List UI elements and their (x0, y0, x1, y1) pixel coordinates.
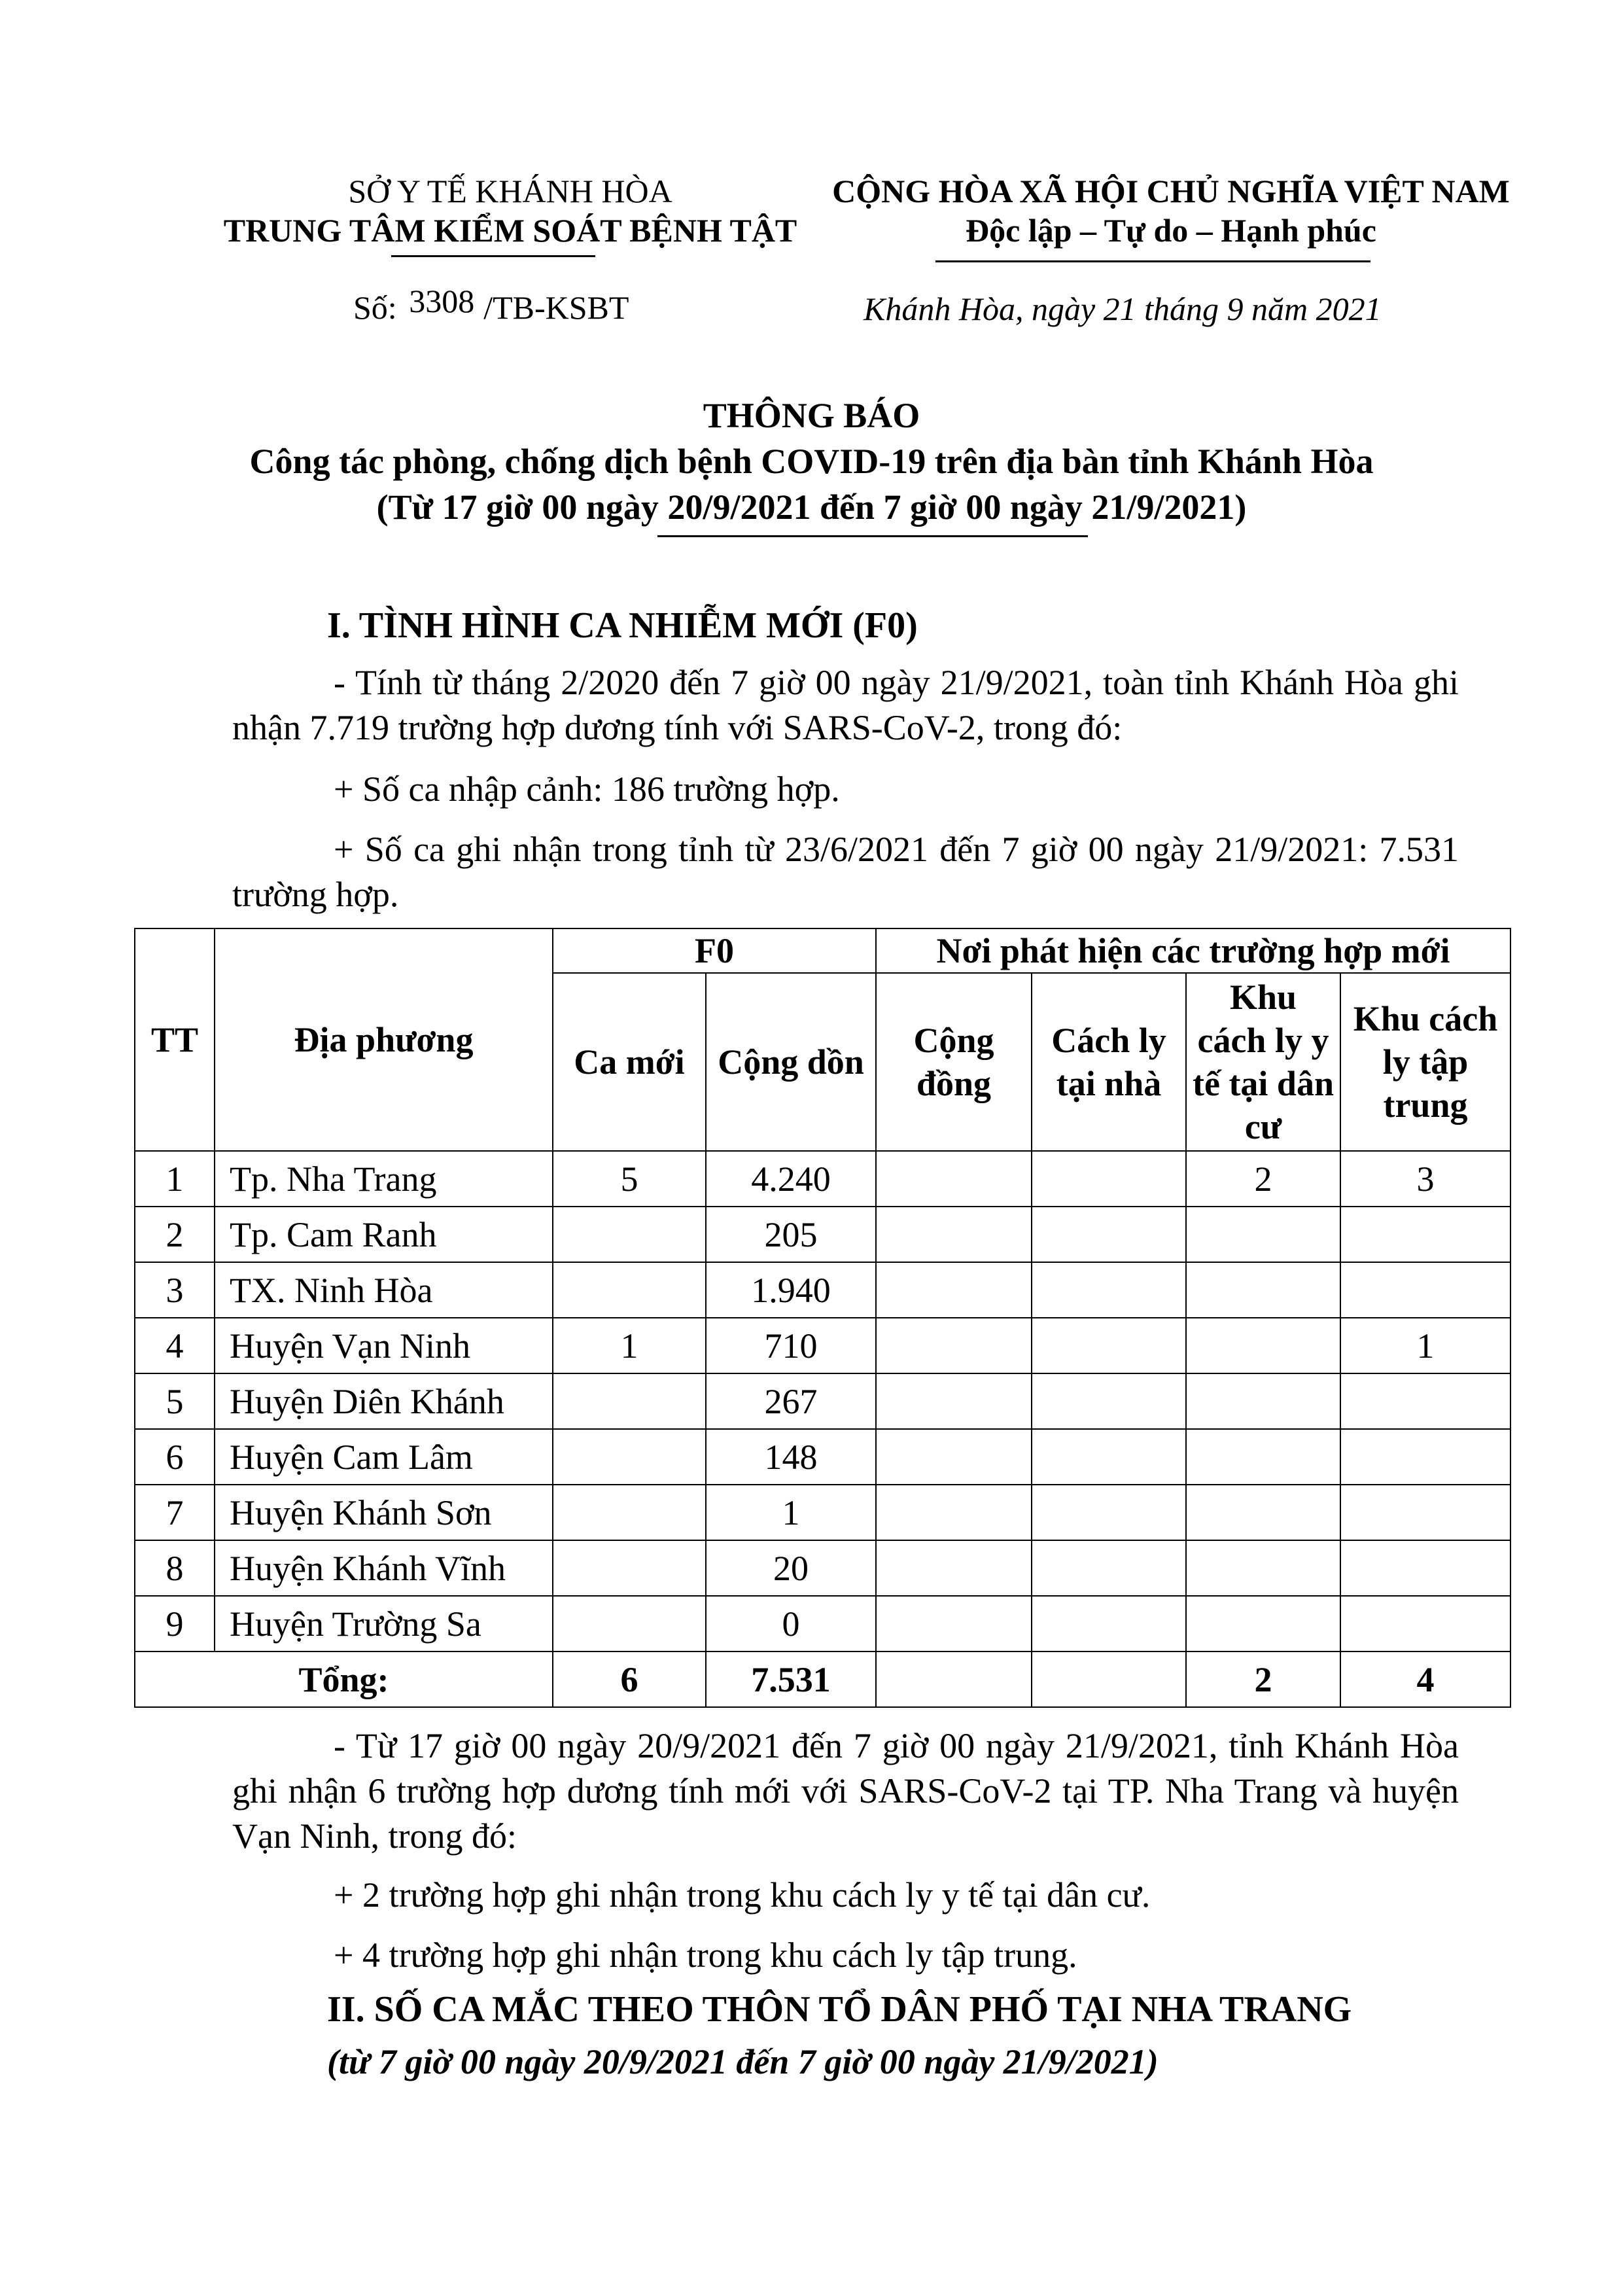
cell-new-cases (553, 1540, 706, 1596)
summary-paragraph: - Từ 17 giờ 00 ngày 20/9/2021 đến 7 giờ 00 ngày 21/9/2021, tỉnh Khánh Hòa ghi nhận 6 trường hợp dương tính mới với SARS-CoV-2 tại TP. Nha Trang và huyện Vạn Ninh, trong đó: (232, 1726, 1459, 1856)
section-1-paragraph-1: - Tính từ tháng 2/2020 đến 7 giờ 00 ngày 21/9/2021, toàn tỉnh Khánh Hòa ghi nhận 7.719 trường hợp dương tính với SARS-CoV-2, trong đó: (232, 663, 1459, 747)
cell-cumulative: 4.240 (706, 1151, 876, 1207)
col-header-locality: Địa phương (215, 928, 553, 1151)
cell-cumulative: 710 (706, 1318, 876, 1373)
cell-tt: 2 (135, 1207, 215, 1262)
cell-home-isolation (1032, 1373, 1186, 1429)
section-2-subheading: (từ 7 giờ 00 ngày 20/9/2021 đến 7 giờ 00 ngày 21/9/2021) (327, 2042, 1159, 2081)
cell-tt: 4 (135, 1318, 215, 1373)
col-header-tt: TT (135, 928, 215, 1151)
cases-table (134, 928, 1511, 1708)
cell-locality: TX. Ninh Hòa (215, 1262, 553, 1318)
cell-home-isolation (1032, 1318, 1186, 1373)
cell-central-isolation (1340, 1485, 1510, 1540)
section-2-heading: II. SỐ CA MẮC THEO THÔN TỔ DÂN PHỐ TẠI NHA TRANG (327, 1989, 1352, 2030)
cell-tt: 1 (135, 1151, 215, 1207)
cell-new-cases (553, 1596, 706, 1651)
motto: Độc lập – Tự do – Hạnh phúc (966, 212, 1376, 249)
notice-subtitle: Công tác phòng, chống dịch bệnh COVID-19 trên địa bàn tỉnh Khánh Hòa (249, 442, 1374, 481)
cell-cumulative: 20 (706, 1540, 876, 1596)
section-1-paragraph-2: + Số ca nhập cảnh: 186 trường hợp. (334, 769, 840, 809)
cell-home-isolation (1032, 1151, 1186, 1207)
cell-locality: Huyện Trường Sa (215, 1596, 553, 1651)
org-name: TRUNG TÂM KIỂM SOÁT BỆNH TẬT (223, 212, 797, 249)
section-1-heading: I. TÌNH HÌNH CA NHIỄM MỚI (F0) (327, 605, 918, 646)
cell-tt: 6 (135, 1429, 215, 1485)
cell-new-cases (553, 1429, 706, 1485)
table-header-row-1 (135, 928, 1510, 973)
cell-tt: 5 (135, 1373, 215, 1429)
cell-central-isolation (1340, 1262, 1510, 1318)
cell-locality: Huyện Khánh Vĩnh (215, 1540, 553, 1596)
table-row (135, 1207, 1510, 1262)
doc-number-value: 3308 (409, 283, 475, 319)
col-header-residential-isolation: Khu cách ly y tế tại dân cư (1186, 973, 1340, 1151)
cell-residential-isolation (1186, 1262, 1340, 1318)
table-row (135, 1262, 1510, 1318)
cell-community (876, 1318, 1032, 1373)
cell-new-cases (553, 1262, 706, 1318)
col-header-home-isolation: Cách ly tại nhà (1032, 973, 1186, 1151)
cell-tt: 9 (135, 1596, 215, 1651)
cell-locality: Huyện Vạn Ninh (215, 1318, 553, 1373)
cell-home-isolation (1032, 1429, 1186, 1485)
cell-home-isolation (1032, 1485, 1186, 1540)
place-date: Khánh Hòa, ngày 21 tháng 9 năm 2021 (864, 291, 1382, 327)
col-header-f0: F0 (553, 928, 876, 973)
table-total-row (135, 1651, 1510, 1707)
cell-residential-isolation (1186, 1318, 1340, 1373)
cell-residential-isolation (1186, 1540, 1340, 1596)
cell-new-cases: 1 (553, 1318, 706, 1373)
cell-new-cases (553, 1373, 706, 1429)
col-header-cumulative: Cộng dồn (706, 973, 876, 1151)
cell-home-isolation (1032, 1207, 1186, 1262)
cell-residential-isolation (1186, 1485, 1340, 1540)
col-header-where-found: Nơi phát hiện các trường hợp mới (876, 928, 1510, 973)
country-name: CỘNG HÒA XÃ HỘI CHỦ NGHĨA VIỆT NAM (832, 173, 1510, 209)
cell-cumulative: 205 (706, 1207, 876, 1262)
cell-cumulative: 267 (706, 1373, 876, 1429)
cell-tt: 3 (135, 1262, 215, 1318)
cell-locality: Huyện Cam Lâm (215, 1429, 553, 1485)
table-row (135, 1540, 1510, 1596)
cell-community (876, 1540, 1032, 1596)
cell-residential-isolation (1186, 1429, 1340, 1485)
cell-central-isolation (1340, 1540, 1510, 1596)
cell-community (876, 1373, 1032, 1429)
cell-cumulative: 1 (706, 1485, 876, 1540)
cell-cumulative: 1.940 (706, 1262, 876, 1318)
cell-community (876, 1207, 1032, 1262)
cell-residential-isolation (1186, 1207, 1340, 1262)
summary-central: + 4 trường hợp ghi nhận trong khu cách ly tập trung. (334, 1935, 1077, 1975)
cell-tt: 7 (135, 1485, 215, 1540)
table-row (135, 1151, 1510, 1207)
table-row (135, 1429, 1510, 1485)
cell-central-isolation (1340, 1596, 1510, 1651)
motto-underline (935, 260, 1370, 262)
cell-new-cases (553, 1485, 706, 1540)
cell-community (876, 1262, 1032, 1318)
cell-new-cases (553, 1207, 706, 1262)
col-header-new-cases: Ca mới (553, 973, 706, 1151)
cell-residential-isolation (1186, 1596, 1340, 1651)
cell-locality: Huyện Khánh Sơn (215, 1485, 553, 1540)
summary-residential: + 2 trường hợp ghi nhận trong khu cách ly y tế tại dân cư. (334, 1875, 1151, 1915)
total-cumulative: 7.531 (706, 1651, 876, 1707)
total-label: Tổng: (135, 1651, 553, 1707)
total-residential: 2 (1186, 1651, 1340, 1707)
table-row (135, 1596, 1510, 1651)
cell-central-isolation (1340, 1429, 1510, 1485)
notice-period: (Từ 17 giờ 00 ngày 20/9/2021 đến 7 giờ 00 ngày 21/9/2021) (376, 487, 1247, 527)
title-underline (657, 535, 1088, 537)
org-underline (391, 255, 595, 257)
cell-community (876, 1596, 1032, 1651)
cell-central-isolation: 3 (1340, 1151, 1510, 1207)
total-new: 6 (553, 1651, 706, 1707)
cell-cumulative: 0 (706, 1596, 876, 1651)
col-header-community: Cộng đồng (876, 973, 1032, 1151)
cell-tt: 8 (135, 1540, 215, 1596)
cell-cumulative: 148 (706, 1429, 876, 1485)
col-header-central-isolation: Khu cách ly tập trung (1340, 973, 1510, 1151)
cell-residential-isolation: 2 (1186, 1151, 1340, 1207)
table-row (135, 1318, 1510, 1373)
cell-locality: Huyện Diên Khánh (215, 1373, 553, 1429)
total-community (876, 1651, 1032, 1707)
cell-central-isolation: 1 (1340, 1318, 1510, 1373)
section-1-paragraph-3: + Số ca ghi nhận trong tỉnh từ 23/6/2021 đến 7 giờ 00 ngày 21/9/2021: 7.531 trường hợp. (232, 830, 1459, 914)
org-parent: SỞ Y TẾ KHÁNH HÒA (348, 173, 672, 209)
total-home (1032, 1651, 1186, 1707)
cell-home-isolation (1032, 1262, 1186, 1318)
table-row (135, 1373, 1510, 1429)
cell-community (876, 1151, 1032, 1207)
doc-number-suffix: /TB-KSBT (483, 289, 629, 326)
cell-new-cases: 5 (553, 1151, 706, 1207)
cell-home-isolation (1032, 1540, 1186, 1596)
cell-residential-isolation (1186, 1373, 1340, 1429)
cell-central-isolation (1340, 1207, 1510, 1262)
cell-community (876, 1429, 1032, 1485)
cell-central-isolation (1340, 1373, 1510, 1429)
cell-locality: Tp. Cam Ranh (215, 1207, 553, 1262)
doc-number-prefix: Số: (353, 289, 397, 326)
cell-home-isolation (1032, 1596, 1186, 1651)
cell-locality: Tp. Nha Trang (215, 1151, 553, 1207)
total-central: 4 (1340, 1651, 1510, 1707)
doc-number (353, 283, 629, 327)
notice-title: THÔNG BÁO (703, 396, 920, 435)
cell-community (876, 1485, 1032, 1540)
table-row (135, 1485, 1510, 1540)
